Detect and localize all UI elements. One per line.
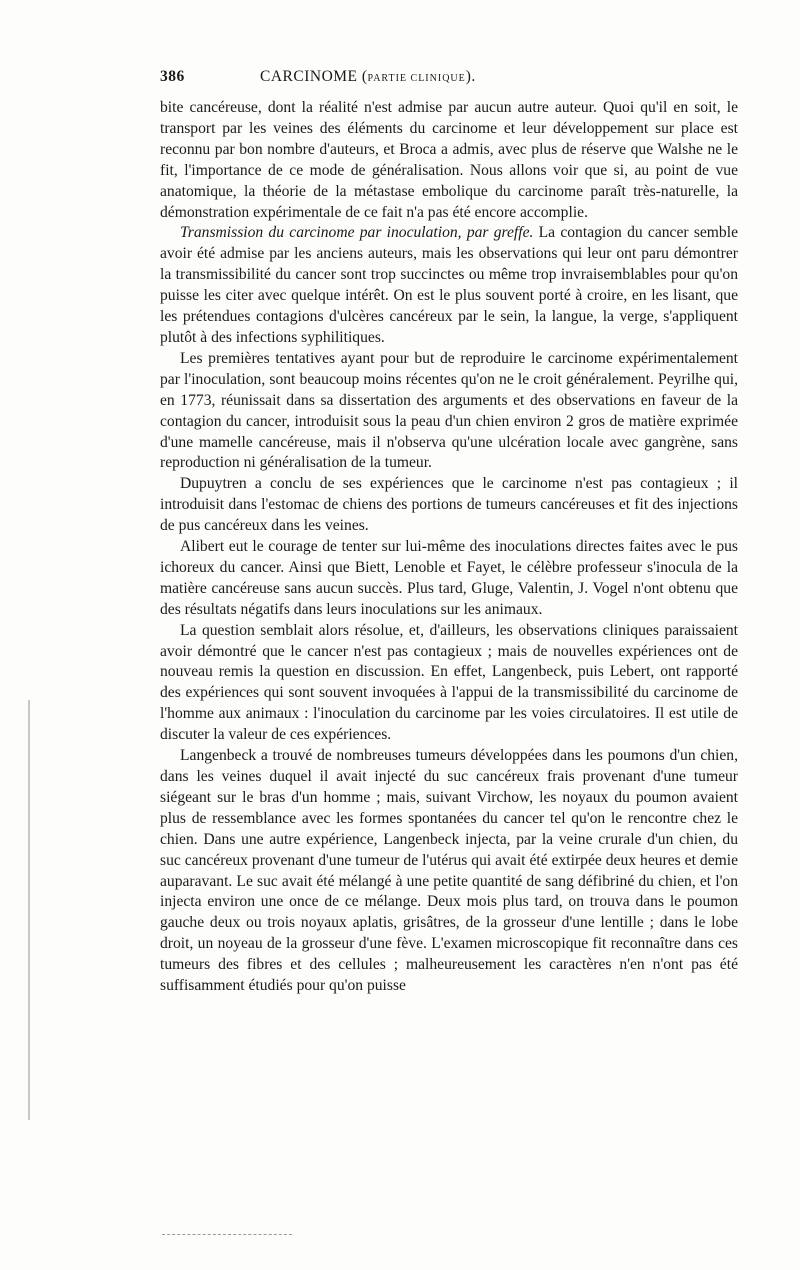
running-head	[230, 68, 738, 86]
running-head-end: ).	[465, 68, 476, 85]
section-paragraph	[160, 223, 738, 348]
paragraph-3: Dupuytren a conclu de ses expériences que le carcinome n'est pas contagieux ; il introduisit dans l'estomac de chiens des portions de tumeurs cancéreuses et fit des injections de pus cancéreux dans les veines.	[160, 475, 738, 535]
running-head-subtitle: PARTIE CLINIQUE	[367, 73, 466, 84]
paragraph-5: La question semblait alors résolue, et, d'ailleurs, les observations cliniques paraissaient avoir démontré que le cancer n'est pas contagieux ; mais de nouvelles expériences ont de nouveau remis la question en discussion. En effet, Langenbeck, puis Lebert, ont rapporté des expériences qui sont souvent invoquées à l'appui de la transmissibilité du carcinome de l'homme aux animaux : l'inoculation du carcinome par les voies circulatoires. Il est utile de discuter la valeur de ces expériences.	[160, 621, 738, 744]
footer-rule	[162, 1234, 292, 1235]
book-page	[160, 68, 738, 997]
section-text: La contagion du cancer semble avoir été admise par les anciens auteurs, mais les observations qui leur ont paru démontrer la transmissibilité du cancer sont trop succinctes ou même trop invraisemblables pour qu'on puisse les citer avec quelque intérêt. On est le plus souvent porté à croire, en les lisant, que les prétendues contagions d'ulcères cancéreux par le sein, la langue, la verge, s'appliquent plutôt à des infections syphilitiques.	[160, 224, 738, 346]
page-number: 386	[160, 68, 185, 85]
page-header	[160, 68, 738, 92]
running-head-main: CARCINOME (	[260, 68, 368, 85]
body-text	[160, 98, 738, 997]
paragraph-1: bite cancéreuse, dont la réalité n'est admise par aucun autre auteur. Quoi qu'il en soit, le transport par les veines des éléments du carcinome et leur développement sur place est reconnu par bon nombre d'auteurs, et Broca a admis, avec plus de réserve que Walshe ne le fit, l'importance de ce mode de généralisation. Nous allons voir que si, au point de vue anatomique, la théorie de la métastase embolique du carcinome paraît très-naturelle, la démonstration expérimentale de ce fait n'a pas été encore accomplie.	[160, 99, 738, 221]
paragraph-6: Langenbeck a trouvé de nombreuses tumeurs développées dans les poumons d'un chien, dans les veines duquel il avait injecté du suc cancéreux frais provenant d'une tumeur siégeant sur le bras d'un homme ; mais, suivant Virchow, les noyaux du poumon avaient plus de ressemblance avec les formes spontanées du cancer tel qu'on le rencontre chez le chien. Dans une autre expérience, Langenbeck injecta, par la veine crurale d'un chien, du suc cancéreux provenant d'une tumeur de l'utérus qui avait été extirpée deux heures et demie auparavant. Le suc avait été mélangé à une petite quantité de sang défibriné du chien, et l'on injecta environ une once de ce mélange. Deux mois plus tard, on trouva dans le poumon gauche deux ou trois noyaux aplatis, grisâtres, de la grosseur d'une lentille ; dans le lobe droit, un noyeau de la grosseur d'une fève. L'examen microscopique fit reconnaître dans ces tumeurs des fibres et des cellules ; malheureusement les caractères n'en n'ont pas été suffisamment étudiés pour qu'on puisse	[160, 747, 738, 995]
margin-scan-mark	[28, 700, 30, 1120]
paragraph-2: Les premières tentatives ayant pour but de reproduire le carcinome expérimentalement par l'inoculation, sont beaucoup moins récentes qu'on ne le croit généralement. Peyrilhe qui, en 1773, réunissait dans sa dissertation des arguments et des observations en faveur de la contagion du cancer, introduisit sous la peau d'un chien environ 2 gros de matière exprimée d'une mamelle cancéreuse, mais il n'observa qu'une ulcération locale avec gangrène, sans reproduction ni généralisation de la tumeur.	[160, 349, 738, 472]
paragraph-4: Alibert eut le courage de tenter sur lui-même des inoculations directes faites avec le pus ichoreux du cancer. Ainsi que Biett, Lenoble et Fayet, le célèbre professeur s'inocula de la matière cancéreuse sans aucun succès. Plus tard, Gluge, Valentin, J. Vogel n'ont obtenu que des résultats négatifs dans leurs inoculations sur les animaux.	[160, 538, 738, 618]
section-title: Transmission du carcinome par inoculation, par greffe.	[180, 224, 534, 242]
